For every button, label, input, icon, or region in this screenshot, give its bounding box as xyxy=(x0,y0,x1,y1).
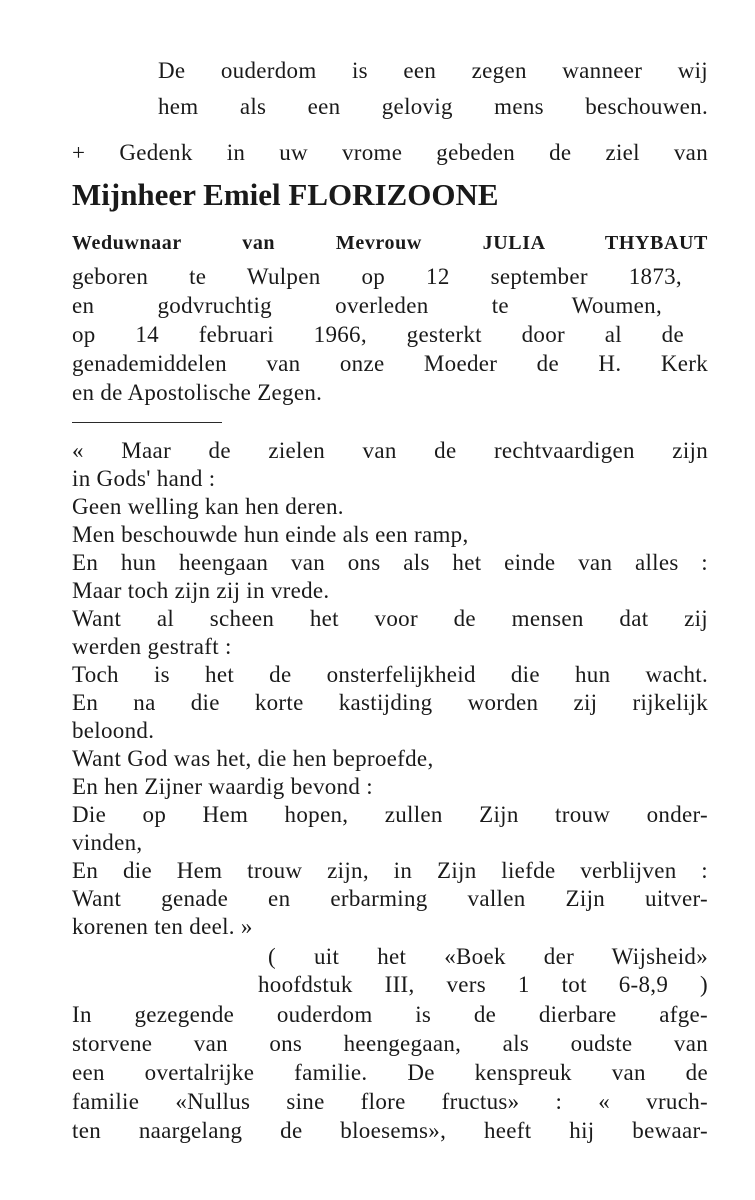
closing-line: In gezegende ouderdom is de dierbare afge- xyxy=(72,1002,708,1027)
bio-line: genademiddelen van onze Moeder de H. Kerk xyxy=(72,351,708,376)
scripture-line: En na die korte kastijding worden zij rijkelijk xyxy=(72,690,708,715)
scripture-line: Want God was het, die hen beproefde, xyxy=(72,746,434,771)
scripture-line: Want genade en erbarming vallen Zijn uitver- xyxy=(72,886,708,911)
epigraph-line: hem als een gelovig mens beschouwen. xyxy=(158,94,708,119)
scripture-line: Maar toch zijn zij in vrede. xyxy=(72,578,330,603)
scripture-line: korenen ten deel. » xyxy=(72,914,253,939)
scripture-line: vinden, xyxy=(72,830,143,855)
bio-line: en godvruchtig overleden te Woumen, xyxy=(72,293,662,318)
scripture-line: in Gods' hand : xyxy=(72,466,216,491)
deceased-name: Mijnheer Emiel FLORIZOONE xyxy=(72,177,499,212)
remember-line: + Gedenk in uw vrome gebeden de ziel van xyxy=(72,140,708,165)
scripture-line: Want al scheen het voor de mensen dat zij xyxy=(72,606,708,631)
scripture-line: Men beschouwde hun einde als een ramp, xyxy=(72,522,469,547)
widower-line: Weduwnaar van Mevrouw JULIA THYBAUT xyxy=(72,232,708,254)
divider-rule xyxy=(72,422,222,423)
epigraph-line: De ouderdom is een zegen wanneer wij xyxy=(158,58,708,83)
bio-line: op 14 februari 1966, gesterkt door al de xyxy=(72,322,684,347)
closing-line: een overtalrijke familie. De kenspreuk van de xyxy=(72,1060,708,1085)
scripture-line: « Maar de zielen van de rechtvaardigen zijn xyxy=(72,438,708,463)
closing-line: familie «Nullus sine flore fructus» : « vruch- xyxy=(72,1089,708,1114)
scripture-line: En die Hem trouw zijn, in Zijn liefde verblijven : xyxy=(72,858,708,883)
scripture-line: Die op Hem hopen, zullen Zijn trouw onder- xyxy=(72,802,708,827)
bio-line: geboren te Wulpen op 12 september 1873, xyxy=(72,264,682,289)
scripture-line: En hun heengaan van ons als het einde van alles : xyxy=(72,550,708,575)
citation-line: hoofdstuk III, vers 1 tot 6-8,9 ) xyxy=(258,972,708,997)
scripture-line: Geen welling kan hen deren. xyxy=(72,494,344,519)
scripture-line: beloond. xyxy=(72,718,155,743)
citation-line: ( uit het «Boek der Wijsheid» xyxy=(268,944,708,969)
closing-line: storvene van ons heengegaan, als oudste van xyxy=(72,1031,708,1056)
scripture-line: En hen Zijner waardig bevond : xyxy=(72,774,373,799)
bio-line: en de Apostolische Zegen. xyxy=(72,380,323,405)
scripture-line: Toch is het de onsterfelijkheid die hun wacht. xyxy=(72,662,708,687)
closing-line: ten naargelang de bloesems», heeft hij bewaar- xyxy=(72,1118,708,1143)
scripture-line: werden gestraft : xyxy=(72,634,232,659)
